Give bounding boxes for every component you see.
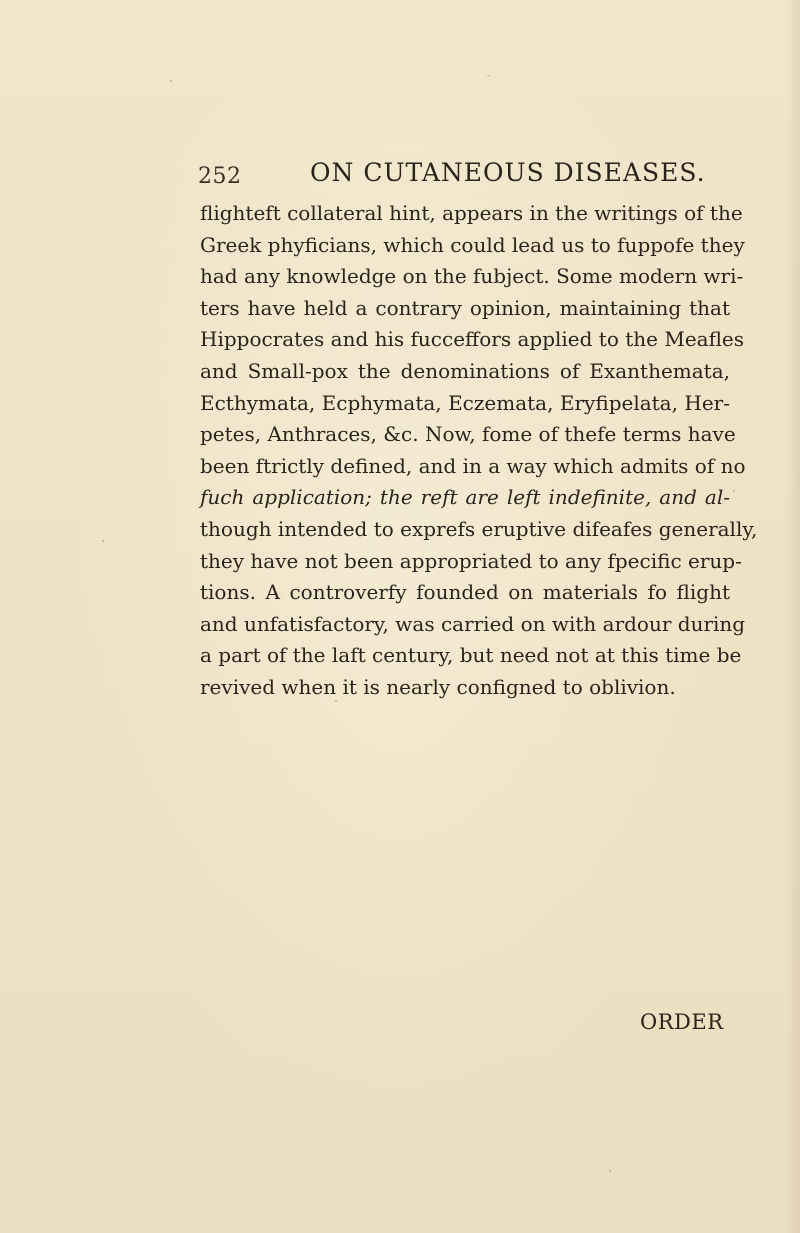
text-line: petes, Anthraces, &c. Now, fome of thefe terms have xyxy=(200,422,736,447)
page-edge-shadow xyxy=(786,0,800,1233)
text-line: tions. A controverfy founded on materials fo flight xyxy=(200,580,730,605)
paper-speck xyxy=(170,80,172,82)
text-line: they have not been appropriated to any fpecific erup- xyxy=(200,548,742,573)
text-line: and unfatisfactory, was carried on with ardour during xyxy=(200,611,746,636)
paper-speck xyxy=(733,490,735,492)
text-line: fuch application; the reft are left indefinite, and al- xyxy=(200,485,730,510)
text-line: a part of the laft century, but need not at this time be xyxy=(200,643,742,668)
body-paragraph xyxy=(200,198,758,704)
text-line: flighteft collateral hint, appears in the writings of the xyxy=(200,201,743,225)
page-number: 252 xyxy=(198,164,242,189)
paper-speck xyxy=(487,75,490,76)
text-line: and Small-pox the denominations of Exanthemata, xyxy=(200,358,730,383)
text-line: ters have held a contrary opinion, maintaining that xyxy=(200,295,730,320)
text-line: Hippocrates and his fucceffors applied to the Meafles xyxy=(200,327,745,352)
text-line: been ftrictly defined, and in a way which admits of no xyxy=(200,453,746,478)
paper-speck xyxy=(335,700,337,702)
paper-speck xyxy=(609,1170,611,1172)
text-line: had any knowledge on the fubject. Some modern wri- xyxy=(200,264,744,289)
text-line: Greek phyficians, which could lead us to fuppofe they xyxy=(200,232,745,257)
paper-speck xyxy=(102,540,104,542)
text-line: though intended to exprefs eruptive difeafes generally, xyxy=(200,516,758,541)
page-header xyxy=(198,158,730,190)
catchword: ORDER xyxy=(640,1010,724,1034)
text-line: Ecthymata, Ecphymata, Eczemata, Eryfipelata, Her- xyxy=(200,390,730,415)
running-head: ON CUTANEOUS DISEASES. xyxy=(310,158,706,187)
text-line: revived when it is nearly configned to oblivion. xyxy=(200,674,676,699)
